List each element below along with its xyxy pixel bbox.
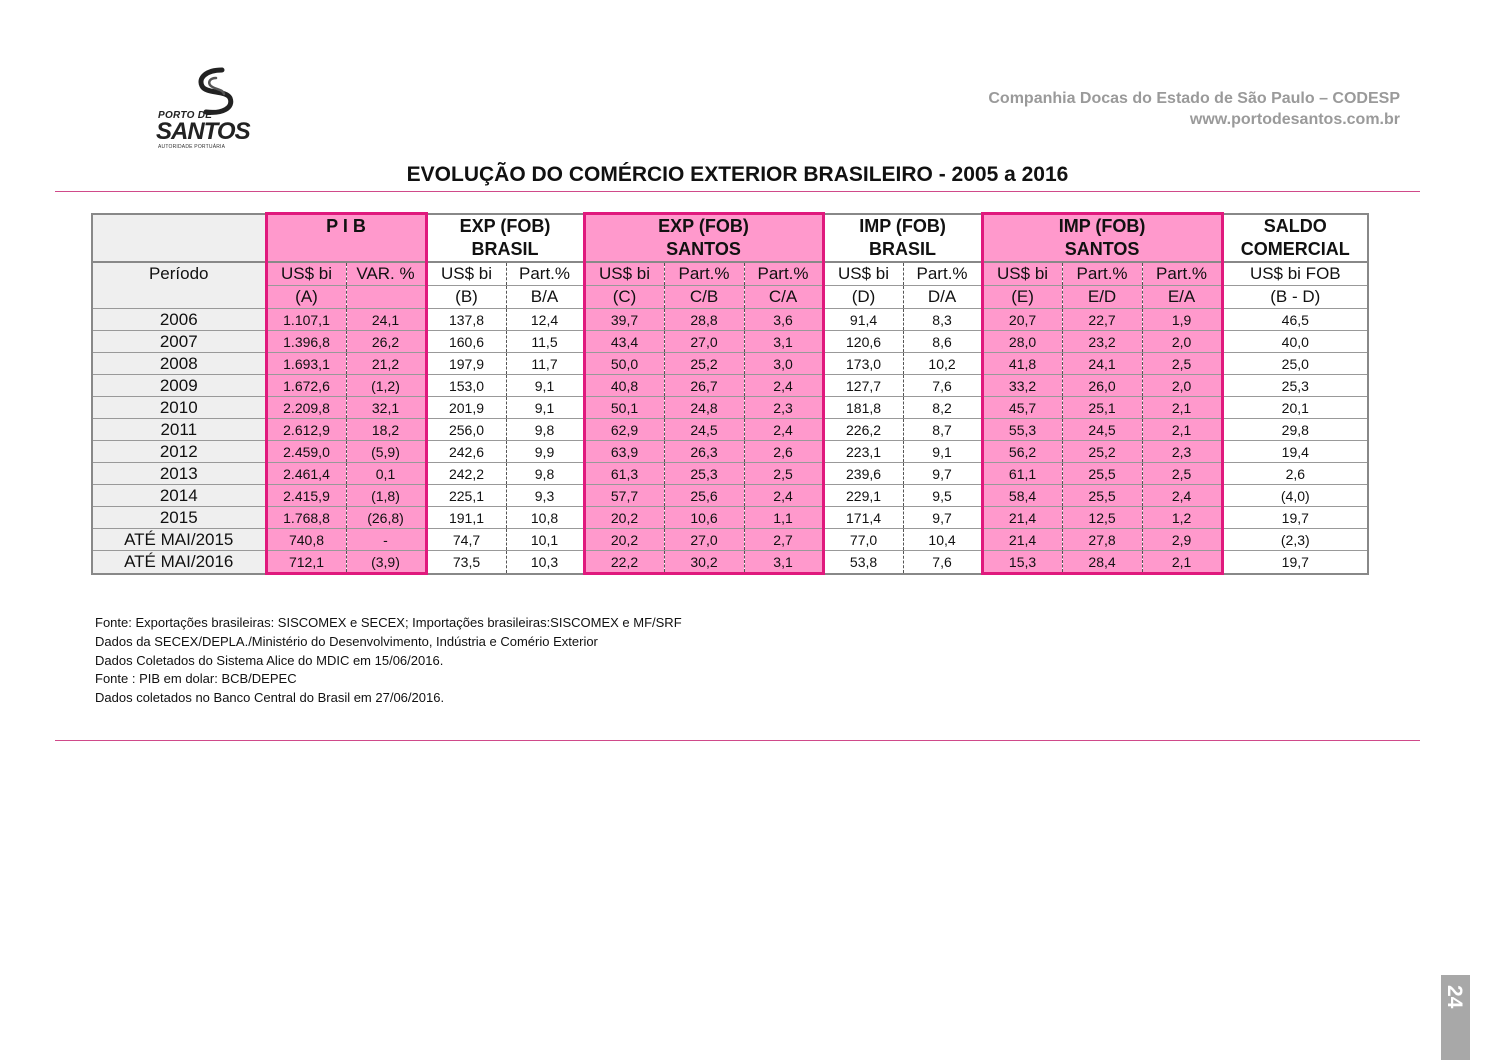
col-subheader: (D) bbox=[823, 286, 903, 309]
value-cell: 22,7 bbox=[1062, 309, 1142, 331]
value-cell: 8,7 bbox=[903, 419, 982, 441]
period-cell: 2009 bbox=[92, 375, 266, 397]
col-subheader: C/A bbox=[744, 286, 823, 309]
col-header: US$ bi bbox=[266, 262, 346, 286]
period-header-blank bbox=[92, 214, 266, 239]
note-line: Fonte : PIB em dolar: BCB/DEPEC bbox=[95, 671, 297, 687]
value-cell: 9,3 bbox=[506, 485, 584, 507]
porto-de-santos-logo bbox=[150, 66, 250, 156]
value-cell: 43,4 bbox=[584, 331, 664, 353]
footer-divider bbox=[55, 740, 1420, 741]
value-cell: 9,8 bbox=[506, 463, 584, 485]
value-cell: 242,2 bbox=[426, 463, 506, 485]
value-cell: 15,3 bbox=[982, 551, 1062, 574]
value-cell: 56,2 bbox=[982, 441, 1062, 463]
value-cell: 41,8 bbox=[982, 353, 1062, 375]
value-cell: 2,4 bbox=[1142, 485, 1222, 507]
value-cell: 45,7 bbox=[982, 397, 1062, 419]
col-header: US$ bi bbox=[982, 262, 1062, 286]
value-cell: 2,5 bbox=[1142, 463, 1222, 485]
value-cell: 2,5 bbox=[744, 463, 823, 485]
col-header: US$ bi bbox=[584, 262, 664, 286]
col-subheader: (C) bbox=[584, 286, 664, 309]
value-cell: 25,1 bbox=[1062, 397, 1142, 419]
value-cell: 53,8 bbox=[823, 551, 903, 574]
company-header bbox=[988, 88, 1400, 130]
value-cell: 61,1 bbox=[982, 463, 1062, 485]
value-cell: 28,8 bbox=[664, 309, 744, 331]
col-subheader: E/D bbox=[1062, 286, 1142, 309]
value-cell: 11,7 bbox=[506, 353, 584, 375]
period-cell: 2008 bbox=[92, 353, 266, 375]
col-header: US$ bi bbox=[426, 262, 506, 286]
value-cell: 46,5 bbox=[1222, 309, 1368, 331]
value-cell: 1,2 bbox=[1142, 507, 1222, 529]
value-cell: 77,0 bbox=[823, 529, 903, 551]
value-cell: 21,2 bbox=[346, 353, 426, 375]
value-cell: 160,6 bbox=[426, 331, 506, 353]
table-row bbox=[92, 507, 1368, 529]
value-cell: 25,5 bbox=[1062, 485, 1142, 507]
value-cell: 9,9 bbox=[506, 441, 584, 463]
group-header-row bbox=[92, 214, 1368, 239]
value-cell: (3,9) bbox=[346, 551, 426, 574]
value-cell: 9,7 bbox=[903, 463, 982, 485]
value-cell: 25,0 bbox=[1222, 353, 1368, 375]
value-cell: 2,6 bbox=[1222, 463, 1368, 485]
value-cell: 120,6 bbox=[823, 331, 903, 353]
value-cell: (1,2) bbox=[346, 375, 426, 397]
value-cell: 58,4 bbox=[982, 485, 1062, 507]
value-cell: 74,7 bbox=[426, 529, 506, 551]
value-cell: 2,4 bbox=[744, 419, 823, 441]
group-header-exp-brasil: EXP (FOB) bbox=[426, 214, 584, 239]
col-subheader: (A) bbox=[266, 286, 346, 309]
value-cell: 20,2 bbox=[584, 507, 664, 529]
value-cell: 8,6 bbox=[903, 331, 982, 353]
company-name: Companhia Docas do Estado de São Paulo – CODESP bbox=[988, 90, 1400, 107]
period-cell: 2014 bbox=[92, 485, 266, 507]
value-cell: 2,1 bbox=[1142, 419, 1222, 441]
value-cell: 2,0 bbox=[1142, 375, 1222, 397]
group-subheader-exp-brasil: BRASIL bbox=[426, 238, 584, 262]
value-cell: 2.209,8 bbox=[266, 397, 346, 419]
value-cell: 12,4 bbox=[506, 309, 584, 331]
value-cell: 239,6 bbox=[823, 463, 903, 485]
col-header: VAR. % bbox=[346, 262, 426, 286]
table-row bbox=[92, 375, 1368, 397]
value-cell: 9,1 bbox=[506, 375, 584, 397]
note-line: Dados coletados no Banco Central do Brasil em 27/06/2016. bbox=[95, 690, 445, 706]
group-header-exp-santos: EXP (FOB) bbox=[584, 214, 823, 239]
value-cell: 137,8 bbox=[426, 309, 506, 331]
col-subheader: C/B bbox=[664, 286, 744, 309]
value-cell: 3,6 bbox=[744, 309, 823, 331]
value-cell: 12,5 bbox=[1062, 507, 1142, 529]
value-cell: 2,4 bbox=[744, 485, 823, 507]
col-header: US$ bi bbox=[823, 262, 903, 286]
value-cell: 2.415,9 bbox=[266, 485, 346, 507]
table-row bbox=[92, 529, 1368, 551]
col-subheader: D/A bbox=[927, 287, 957, 306]
value-cell: 50,0 bbox=[584, 353, 664, 375]
page-number: 24 bbox=[1443, 985, 1466, 1009]
value-cell: 10,4 bbox=[903, 529, 982, 551]
group-header-saldo: SALDO bbox=[1222, 214, 1368, 239]
value-cell: 26,2 bbox=[346, 331, 426, 353]
logo-main-text: SANTOS bbox=[156, 118, 250, 145]
period-cell: 2011 bbox=[92, 419, 266, 441]
value-cell: 8,3 bbox=[903, 309, 982, 331]
value-cell: 24,5 bbox=[1062, 419, 1142, 441]
value-cell: (2,3) bbox=[1222, 529, 1368, 551]
value-cell: 27,0 bbox=[664, 529, 744, 551]
value-cell: 27,8 bbox=[1062, 529, 1142, 551]
value-cell: 9,7 bbox=[903, 507, 982, 529]
value-cell: 21,4 bbox=[982, 529, 1062, 551]
value-cell: 173,0 bbox=[823, 353, 903, 375]
port-logo-s-icon bbox=[192, 66, 240, 116]
table-row bbox=[92, 309, 1368, 331]
value-cell: 191,1 bbox=[426, 507, 506, 529]
value-cell: 61,3 bbox=[584, 463, 664, 485]
value-cell: 2,3 bbox=[1142, 441, 1222, 463]
value-cell: (1,8) bbox=[346, 485, 426, 507]
value-cell: 28,4 bbox=[1062, 551, 1142, 574]
value-cell: 201,9 bbox=[426, 397, 506, 419]
col-subheader: E/A bbox=[1142, 286, 1222, 309]
period-cell: 2006 bbox=[92, 309, 266, 331]
value-cell: 57,7 bbox=[584, 485, 664, 507]
period-cell: ATÉ MAI/2015 bbox=[92, 529, 266, 551]
col-subheader: (B) bbox=[426, 286, 506, 309]
value-cell: 225,1 bbox=[426, 485, 506, 507]
table-row bbox=[92, 441, 1368, 463]
value-cell: 10,8 bbox=[506, 507, 584, 529]
value-cell: 29,8 bbox=[1222, 419, 1368, 441]
value-cell: 2.459,0 bbox=[266, 441, 346, 463]
col-header: Part.% bbox=[1062, 262, 1142, 286]
value-cell: 226,2 bbox=[823, 419, 903, 441]
value-cell: 2,1 bbox=[1142, 551, 1222, 574]
col-header: Part.% bbox=[506, 262, 584, 286]
value-cell: 25,2 bbox=[664, 353, 744, 375]
value-cell: 63,9 bbox=[584, 441, 664, 463]
period-header-blank-2 bbox=[92, 238, 266, 262]
value-cell: 223,1 bbox=[823, 441, 903, 463]
value-cell: 2.461,4 bbox=[266, 463, 346, 485]
value-cell: (4,0) bbox=[1222, 485, 1368, 507]
value-cell: 2,1 bbox=[1142, 397, 1222, 419]
value-cell: 2,9 bbox=[1142, 529, 1222, 551]
value-cell: 25,5 bbox=[1062, 463, 1142, 485]
col-header: Part.% bbox=[903, 262, 982, 286]
col-header: Part.% bbox=[1142, 262, 1222, 286]
value-cell: 91,4 bbox=[823, 309, 903, 331]
value-cell: 19,4 bbox=[1222, 441, 1368, 463]
value-cell: 21,4 bbox=[982, 507, 1062, 529]
logo-sub-text: AUTORIDADE PORTUÁRIA bbox=[158, 144, 226, 150]
period-cell: 2013 bbox=[92, 463, 266, 485]
col-subheader: (B - D) bbox=[1222, 286, 1368, 309]
value-cell: 50,1 bbox=[584, 397, 664, 419]
table-row bbox=[92, 353, 1368, 375]
value-cell: 2,0 bbox=[1142, 331, 1222, 353]
value-cell: 8,2 bbox=[903, 397, 982, 419]
group-subheader-imp-brasil: BRASIL bbox=[823, 238, 982, 262]
value-cell: 19,7 bbox=[1222, 507, 1368, 529]
table-row bbox=[92, 485, 1368, 507]
company-url: www.portodesantos.com.br bbox=[1189, 111, 1400, 128]
value-cell: 740,8 bbox=[266, 529, 346, 551]
period-cell: 2012 bbox=[92, 441, 266, 463]
value-cell: 9,1 bbox=[903, 441, 982, 463]
page-title: EVOLUÇÃO DO COMÉRCIO EXTERIOR BRASILEIRO - 2005 a 2016 bbox=[406, 163, 1069, 186]
value-cell: 197,9 bbox=[426, 353, 506, 375]
value-cell: 73,5 bbox=[426, 551, 506, 574]
period-cell: ATÉ MAI/2016 bbox=[92, 551, 266, 574]
trade-table bbox=[91, 212, 1369, 575]
group-subheader-saldo: COMERCIAL bbox=[1222, 238, 1368, 262]
value-cell: 1.107,1 bbox=[266, 309, 346, 331]
column-subheader-row bbox=[92, 286, 1368, 309]
value-cell: 33,2 bbox=[982, 375, 1062, 397]
table-row bbox=[92, 463, 1368, 485]
value-cell: 127,7 bbox=[823, 375, 903, 397]
value-cell: 24,8 bbox=[664, 397, 744, 419]
value-cell: 24,1 bbox=[1062, 353, 1142, 375]
value-cell: 229,1 bbox=[823, 485, 903, 507]
value-cell: 22,2 bbox=[584, 551, 664, 574]
group-subheader-pib bbox=[266, 238, 426, 262]
value-cell: 25,3 bbox=[664, 463, 744, 485]
logo-top-text: PORTO DE bbox=[158, 110, 213, 121]
value-cell: 1,9 bbox=[1142, 309, 1222, 331]
value-cell: 55,3 bbox=[982, 419, 1062, 441]
value-cell: 0,1 bbox=[346, 463, 426, 485]
value-cell: 11,5 bbox=[506, 331, 584, 353]
value-cell: 1.693,1 bbox=[266, 353, 346, 375]
value-cell: 18,2 bbox=[346, 419, 426, 441]
note-line: Dados da SECEX/DEPLA./Ministério do Desenvolvimento, Indústria e Comério Exterior bbox=[95, 633, 598, 649]
value-cell: (26,8) bbox=[346, 507, 426, 529]
value-cell: 28,0 bbox=[982, 331, 1062, 353]
value-cell: 153,0 bbox=[426, 375, 506, 397]
value-cell: 171,4 bbox=[823, 507, 903, 529]
value-cell: 10,2 bbox=[903, 353, 982, 375]
value-cell: 256,0 bbox=[426, 419, 506, 441]
value-cell: 26,7 bbox=[664, 375, 744, 397]
value-cell: 25,3 bbox=[1222, 375, 1368, 397]
value-cell: 26,3 bbox=[664, 441, 744, 463]
col-subheader: (E) bbox=[982, 286, 1062, 309]
value-cell: 3,1 bbox=[744, 551, 823, 574]
value-cell: 3,0 bbox=[744, 353, 823, 375]
value-cell: 7,6 bbox=[903, 375, 982, 397]
title-divider bbox=[55, 191, 1420, 192]
value-cell: 9,5 bbox=[903, 485, 982, 507]
value-cell: 10,1 bbox=[506, 529, 584, 551]
period-header-blank-3 bbox=[92, 286, 266, 309]
value-cell: 1.396,8 bbox=[266, 331, 346, 353]
value-cell: 2,3 bbox=[744, 397, 823, 419]
value-cell: 30,2 bbox=[664, 551, 744, 574]
value-cell: 1.768,8 bbox=[266, 507, 346, 529]
value-cell: 26,0 bbox=[1062, 375, 1142, 397]
value-cell: 19,7 bbox=[1222, 551, 1368, 574]
value-cell: - bbox=[346, 529, 426, 551]
value-cell: 23,2 bbox=[1062, 331, 1142, 353]
period-cell: 2010 bbox=[92, 397, 266, 419]
value-cell: 20,2 bbox=[584, 529, 664, 551]
value-cell: 24,1 bbox=[346, 309, 426, 331]
table-row bbox=[92, 397, 1368, 419]
value-cell: 32,1 bbox=[346, 397, 426, 419]
group-subheader-row bbox=[92, 238, 1368, 262]
value-cell: 712,1 bbox=[266, 551, 346, 574]
value-cell: 25,6 bbox=[664, 485, 744, 507]
note-line: Fonte: Exportações brasileiras: SISCOMEX e SECEX; Importações brasileiras:SISCOMEX e MF/SRF bbox=[95, 615, 682, 630]
column-header-row bbox=[92, 262, 1368, 286]
page-number-tab bbox=[1441, 975, 1470, 1060]
col-header: US$ bi FOB bbox=[1222, 262, 1368, 286]
table-row bbox=[92, 551, 1368, 574]
value-cell: 1,1 bbox=[744, 507, 823, 529]
value-cell: 181,8 bbox=[823, 397, 903, 419]
value-cell: 10,3 bbox=[506, 551, 584, 574]
value-cell: 27,0 bbox=[664, 331, 744, 353]
col-header: Part.% bbox=[744, 262, 823, 286]
col-subheader: B/A bbox=[506, 286, 584, 309]
group-header-imp-santos: IMP (FOB) bbox=[982, 214, 1222, 239]
value-cell: 20,7 bbox=[982, 309, 1062, 331]
value-cell: 2.612,9 bbox=[266, 419, 346, 441]
value-cell: 40,8 bbox=[584, 375, 664, 397]
table-row bbox=[92, 331, 1368, 353]
value-cell: 20,1 bbox=[1222, 397, 1368, 419]
value-cell: 2,7 bbox=[744, 529, 823, 551]
value-cell: 25,2 bbox=[1062, 441, 1142, 463]
value-cell: 1.672,6 bbox=[266, 375, 346, 397]
value-cell: 40,0 bbox=[1222, 331, 1368, 353]
value-cell: 2,6 bbox=[744, 441, 823, 463]
value-cell: 9,1 bbox=[506, 397, 584, 419]
value-cell: (5,9) bbox=[346, 441, 426, 463]
value-cell: 3,1 bbox=[744, 331, 823, 353]
table-row bbox=[92, 419, 1368, 441]
value-cell: 10,6 bbox=[664, 507, 744, 529]
period-header: Período bbox=[92, 262, 266, 286]
col-subheader bbox=[346, 286, 426, 309]
value-cell: 2,5 bbox=[1142, 353, 1222, 375]
value-cell: 39,7 bbox=[584, 309, 664, 331]
value-cell: 242,6 bbox=[426, 441, 506, 463]
period-cell: 2015 bbox=[92, 507, 266, 529]
value-cell: 24,5 bbox=[664, 419, 744, 441]
period-cell: 2007 bbox=[92, 331, 266, 353]
value-cell: 62,9 bbox=[584, 419, 664, 441]
group-subheader-exp-santos: SANTOS bbox=[584, 238, 823, 262]
group-header-pib: P I B bbox=[266, 214, 426, 239]
value-cell: 2,4 bbox=[744, 375, 823, 397]
source-notes bbox=[95, 614, 682, 708]
note-line: Dados Coletados do Sistema Alice do MDIC em 15/06/2016. bbox=[95, 652, 444, 668]
col-header: Part.% bbox=[664, 262, 744, 286]
value-cell: 9,8 bbox=[506, 419, 584, 441]
group-subheader-imp-santos: SANTOS bbox=[982, 238, 1222, 262]
group-header-imp-brasil: IMP (FOB) bbox=[823, 214, 982, 239]
value-cell: 7,6 bbox=[903, 551, 982, 574]
